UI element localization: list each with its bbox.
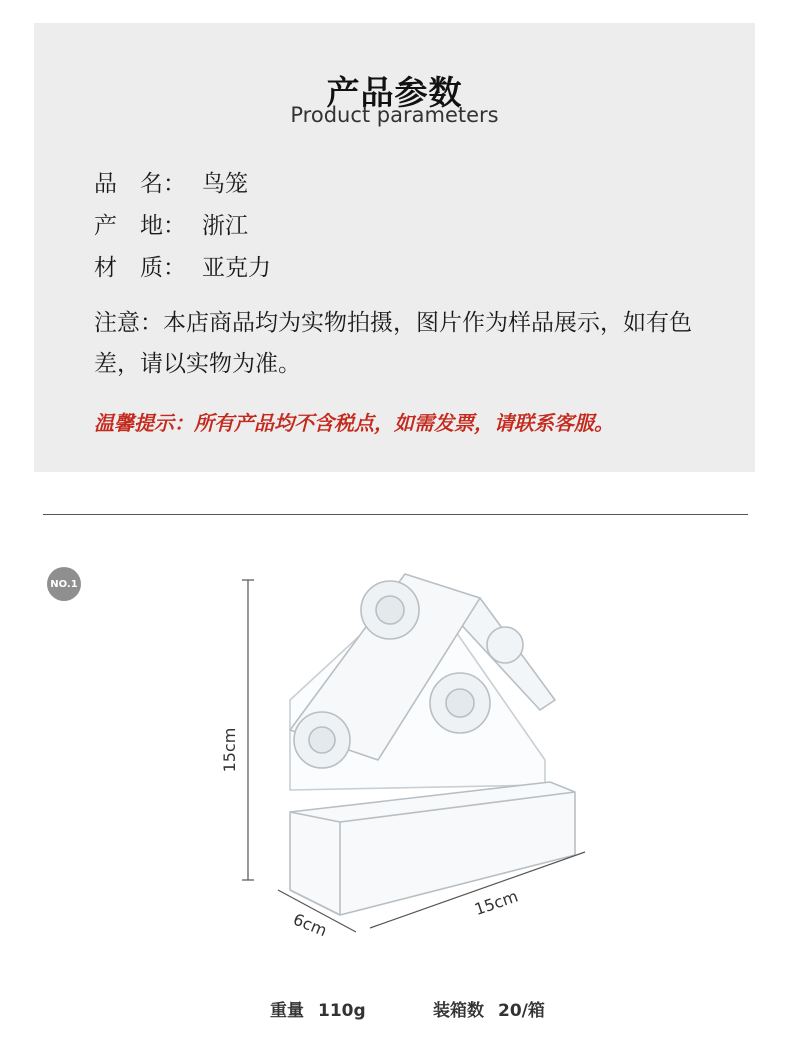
height-label: 15cm — [220, 727, 239, 773]
product-image-bird-feeder — [200, 560, 620, 940]
notice-text: 注意：本店商品均为实物拍摄，图片作为样品展示，如有色差，请以实物为准。 — [94, 310, 692, 377]
weight-info — [270, 996, 366, 1021]
number-badge: NO.1 — [47, 567, 81, 601]
box-quantity-value: 20/箱 — [498, 1001, 545, 1021]
product-parameters-panel — [34, 23, 755, 472]
spec-label: 品 名： — [94, 171, 186, 197]
spec-row-name — [94, 165, 248, 198]
spec-label: 材 质： — [94, 255, 186, 281]
spec-row-material — [94, 249, 271, 282]
weight-value: 110g — [318, 1001, 366, 1021]
width-label: 15cm — [471, 886, 521, 920]
section-title: 产品参数 — [326, 73, 463, 112]
spec-value: 浙江 — [202, 213, 248, 239]
box-quantity-label: 装箱数 — [433, 1001, 484, 1021]
spec-value: 鸟笼 — [202, 171, 248, 197]
section-divider — [43, 514, 748, 515]
weight-label: 重量 — [270, 1001, 304, 1021]
spec-label: 产 地： — [94, 213, 186, 239]
warm-tip-text: 温馨提示：所有产品均不含税点，如需发票，请联系客服。 — [94, 411, 614, 435]
spec-value: 亚克力 — [202, 255, 271, 281]
section-subtitle: Product parameters — [290, 103, 499, 127]
spec-row-origin — [94, 207, 248, 240]
depth-label: 6cm — [290, 909, 330, 940]
box-quantity-info — [433, 996, 545, 1021]
bird-feeder-illustration — [290, 574, 575, 915]
